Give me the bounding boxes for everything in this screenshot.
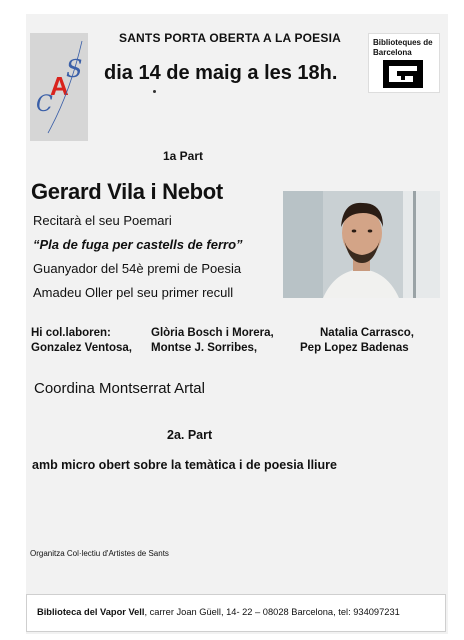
award-line-2: Amadeu Oller pel seu primer recull <box>33 285 234 300</box>
part2-description: amb micro obert sobre la temàtica i de poesia lliure <box>32 458 337 472</box>
poster-background <box>26 14 448 634</box>
poet-name: Gerard Vila i Nebot <box>31 179 223 204</box>
collaborator-name: Pep Lopez Badenas <box>300 342 409 354</box>
book-title: “Pla de fuga per castells de ferro” <box>33 237 243 252</box>
part2-label: 2a. Part <box>167 428 213 442</box>
biblioteques-logo <box>368 33 440 93</box>
svg-text:C: C <box>36 92 53 117</box>
footer-address <box>37 607 400 617</box>
part1-label: 1a Part <box>163 149 204 163</box>
svg-text:S: S <box>66 55 83 83</box>
svg-text:A: A <box>50 71 69 101</box>
event-title: SANTS PORTA OBERTA A LA POESIA <box>118 31 341 45</box>
coordinator-line: Coordina Montserrat Artal <box>34 380 205 397</box>
biblioteques-logo-text: Biblioteques de Barcelona <box>373 38 433 57</box>
collaborators-intro: Hi col.laboren: <box>31 327 111 339</box>
poemari-line: Recitarà el seu Poemari <box>33 213 172 228</box>
collaborator-name: Gonzalez Ventosa, <box>31 342 132 354</box>
decorative-dot <box>153 90 156 93</box>
cas-logo <box>30 33 88 141</box>
poet-photo <box>283 191 440 298</box>
venue-name: Biblioteca del Vapor Vell <box>37 607 145 617</box>
organizer-line: Organitza Col·lectiu d'Artistes de Sants <box>30 549 169 558</box>
collaborator-name: Natalia Carrasco, <box>320 327 414 339</box>
biblioteques-mark-icon <box>383 60 423 88</box>
event-date: dia 14 de maig a les 18h. <box>104 62 338 84</box>
collaborator-name: Glòria Bosch i Morera, <box>151 327 274 339</box>
venue-address: , carrer Joan Güell, 14- 22 – 08028 Barcelona, tel: 934097231 <box>144 607 400 617</box>
footer-address-box <box>26 594 446 632</box>
collaborator-name: Montse J. Sorribes, <box>151 342 258 354</box>
award-line: Guanyador del 54è premi de Poesia <box>33 261 242 276</box>
